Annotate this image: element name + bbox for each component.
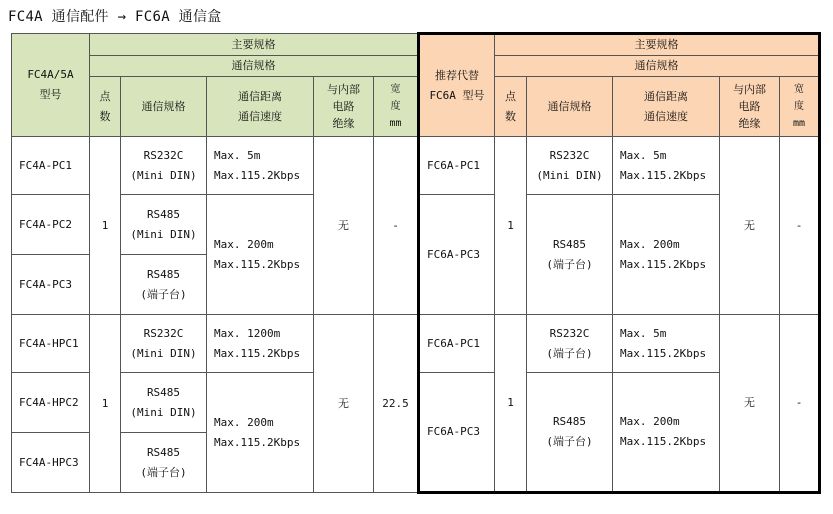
fc6-isolation-cell: 无: [720, 315, 780, 493]
fc6-distance-cell: Max. 200m Max.115.2Kbps: [613, 195, 720, 315]
header-width-right: 宽 度 mm: [780, 77, 820, 137]
fc4-distance-cell: Max. 200m Max.115.2Kbps: [207, 195, 314, 315]
fc6-distance-cell: Max. 5m Max.115.2Kbps: [613, 315, 720, 373]
fc6-distance-cell: Max. 200m Max.115.2Kbps: [613, 373, 720, 493]
fc6-distance-cell: Max. 5m Max.115.2Kbps: [613, 137, 720, 195]
header-comm-spec-left: 通信规格: [121, 77, 207, 137]
fc4-model-cell: FC4A-HPC1: [12, 315, 90, 373]
fc4-model-cell: FC4A-PC2: [12, 195, 90, 255]
header-isolation-left: 与内部 电路 绝缘: [314, 77, 374, 137]
table-row: [12, 315, 820, 373]
page-title: FC4A 通信配件 → FC6A 通信盒: [8, 9, 222, 25]
fc6-spec-cell: RS232C (端子台): [527, 315, 613, 373]
fc4-model-cell: FC4A-HPC3: [12, 433, 90, 493]
fc6-width-cell: -: [780, 315, 820, 493]
comparison-table: [11, 32, 821, 494]
header-distance-right: 通信距离 通信速度: [613, 77, 720, 137]
header-distance-left: 通信距离 通信速度: [207, 77, 314, 137]
fc6-model-cell: FC6A-PC3: [419, 373, 495, 493]
header-main-spec-left: 主要规格: [90, 34, 419, 56]
fc4-distance-cell: Max. 1200m Max.115.2Kbps: [207, 315, 314, 373]
fc6-model-cell: FC6A-PC1: [419, 137, 495, 195]
fc6-isolation-cell: 无: [720, 137, 780, 315]
fc4-points-cell: 1: [90, 137, 121, 315]
fc6-points-cell: 1: [495, 137, 527, 315]
fc6-model-cell: FC6A-PC3: [419, 195, 495, 315]
fc4-spec-cell: RS485 (端子台): [121, 433, 207, 493]
fc4-isolation-cell: 无: [314, 315, 374, 493]
fc6-spec-cell: RS232C (Mini DIN): [527, 137, 613, 195]
fc4-model-cell: FC4A-HPC2: [12, 373, 90, 433]
fc4-spec-cell: RS232C (Mini DIN): [121, 137, 207, 195]
header-width-left: 宽 度 mm: [374, 77, 419, 137]
fc6-spec-cell: RS485 (端子台): [527, 373, 613, 493]
fc4-model-cell: FC4A-PC1: [12, 137, 90, 195]
fc4-spec-cell: RS232C (Mini DIN): [121, 315, 207, 373]
fc4-spec-cell: RS485 (Mini DIN): [121, 373, 207, 433]
fc4-spec-cell: RS485 (Mini DIN): [121, 195, 207, 255]
fc4-distance-cell: Max. 5m Max.115.2Kbps: [207, 137, 314, 195]
header-comm-spec-group-left: 通信规格: [90, 56, 419, 77]
fc6-points-cell: 1: [495, 315, 527, 493]
fc4-width-cell: 22.5: [374, 315, 419, 493]
fc4-points-cell: 1: [90, 315, 121, 493]
fc4-width-cell: -: [374, 137, 419, 315]
fc4-model-cell: FC4A-PC3: [12, 255, 90, 315]
fc4-spec-cell: RS485 (端子台): [121, 255, 207, 315]
header-points-right: 点 数: [495, 77, 527, 137]
table-row: [12, 137, 820, 195]
header-comm-spec-right: 通信规格: [527, 77, 613, 137]
header-points-left: 点 数: [90, 77, 121, 137]
header-fc6-model: 推荐代替 FC6A 型号: [419, 34, 495, 137]
header-comm-spec-group-right: 通信规格: [495, 56, 820, 77]
fc4-isolation-cell: 无: [314, 137, 374, 315]
header-isolation-right: 与内部 电路 绝缘: [720, 77, 780, 137]
fc6-spec-cell: RS485 (端子台): [527, 195, 613, 315]
fc6-width-cell: -: [780, 137, 820, 315]
fc6-model-cell: FC6A-PC1: [419, 315, 495, 373]
header-main-spec-right: 主要规格: [495, 34, 820, 56]
fc4-distance-cell: Max. 200m Max.115.2Kbps: [207, 373, 314, 493]
header-fc4-model: FC4A/5A 型号: [12, 34, 90, 137]
